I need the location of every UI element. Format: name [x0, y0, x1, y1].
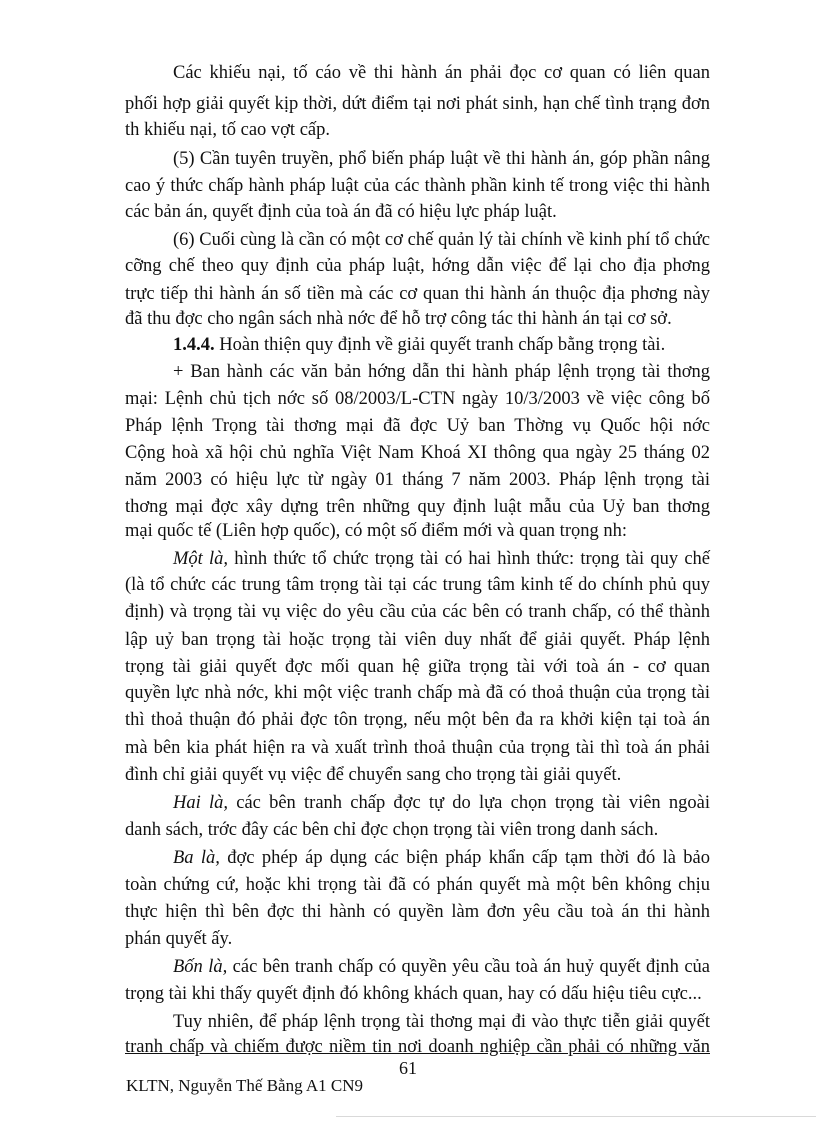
text-line: mại: Lệnh chủ tịch nớc số 08/2003/L-CTN ngày 10/3/2003 về việc công bố [125, 389, 710, 409]
text-line: đã thu đợc cho ngân sách nhà nớc để hỗ trợ công tác thi hành án tại cơ sở. [125, 309, 672, 329]
text-line: mà bên kia phát hiện ra và xuất trình thoả thuận của trọng tài thì toà án phải [125, 738, 710, 758]
text-line: lập uỷ ban trọng tài hoặc trọng tài viên duy nhất để giải quyết. Pháp lệnh [125, 630, 710, 650]
text-line: định) và trọng tài vụ việc do yêu cầu của các bên có tranh chấp, có thể thành [125, 602, 710, 622]
text-line: Bốn là, các bên tranh chấp có quyền yêu cầu toà án huỷ quyết định của [173, 957, 710, 977]
text-line: phán quyết ấy. [125, 929, 233, 949]
text-line: thơng mại đợc xây dựng trên những quy định luật mẫu của Uỷ ban thơng [125, 497, 710, 517]
footer-text: KLTN, Nguyễn Thế Bằng A1 CN9 [126, 1076, 364, 1095]
text-line: Hai là, các bên tranh chấp đợc tự do lựa chọn trọng tài viên ngoài [173, 793, 710, 813]
text-line: Tuy nhiên, để pháp lệnh trọng tài thơng mại đi vào thực tiễn giải quyết [173, 1012, 710, 1032]
text-line: thực hiện thì bên đợc thi hành có quyền làm đơn yêu cầu toà án thi hành [125, 902, 710, 922]
text-line: toàn chứng cứ, hoặc khi trọng tài đã có phán quyết mà một bên không chịu [125, 875, 710, 895]
text-line: trực tiếp thi hành án số tiền mà các cơ quan thi hành án thuộc địa phơng này [125, 284, 710, 304]
page-number: 61 [399, 1058, 417, 1078]
text-line: (5) Cần tuyên truyền, phổ biến pháp luật về thi hành án, góp phần nâng [173, 149, 710, 169]
page-edge-divider [336, 1116, 816, 1123]
text-line: cỡng chế theo quy định của pháp luật, hớng dẫn việc để lại cho địa phơng [125, 256, 710, 276]
text-line: (là tổ chức các trung tâm trọng tài tại các trung tâm kinh tế do chính phủ quy [125, 575, 710, 595]
section-title: Hoàn thiện quy định về giải quyết tranh chấp bằng trọng tài. [214, 335, 666, 355]
text-line: th khiếu nại, tố cao vợt cấp. [125, 120, 330, 140]
italic-lead: Hai là, [173, 793, 228, 813]
text-line: Các khiếu nại, tố cáo về thi hành án phải đọc cơ quan có liên quan [173, 63, 710, 83]
text-line: Ba là, đợc phép áp dụng các biện pháp khẩn cấp tạm thời đó là bảo [173, 848, 710, 868]
text-line: phối hợp giải quyết kịp thời, dứt điểm tại nơi phát sinh, hạn chế tình trạng đơn [125, 94, 710, 114]
section-heading [173, 334, 710, 356]
text-line: Cộng hoà xã hội chủ nghĩa Việt Nam Khoá XI thông qua ngày 25 tháng 02 [125, 443, 710, 463]
text-line: danh sách, trớc đây các bên chỉ đợc chọn trọng tài viên trong danh sách. [125, 820, 659, 840]
italic-lead: Ba là, [173, 848, 220, 868]
text-line: thì thoả thuận đó phải đợc tôn trọng, nếu một bên đa ra khởi kiện tại toà án [125, 710, 710, 730]
text-line: trọng tài khi thấy quyết định đó không khách quan, hay có dấu hiệu tiêu cực... [125, 984, 702, 1004]
text-line: năm 2003 có hiệu lực từ ngày 01 tháng 7 năm 2003. Pháp lệnh trọng tài [125, 470, 710, 490]
text-line: trọng tài giải quyết đợc mối quan hệ giữa trọng tài với toà án - cơ quan [125, 657, 710, 677]
italic-lead: Bốn là, [173, 957, 228, 977]
text-line: quyền lực nhà nớc, khi một việc tranh chấp mà đã có thoả thuận của trọng tài [125, 683, 710, 703]
text-line: cao ý thức chấp hành pháp luật của các thành phần kinh tế trong việc thi hành [125, 176, 710, 196]
text-line: tranh chấp và chiếm được niềm tin nơi doanh nghiệp cần phải có những văn [125, 1037, 710, 1057]
italic-lead: Một là, [173, 549, 229, 569]
text-line: đình chỉ giải quyết vụ việc để chuyển sang cho trọng tài giải quyết. [125, 765, 622, 785]
text-line: Pháp lệnh Trọng tài thơng mại đã đợc Uỷ ban Thờng vụ Quốc hội nớc [125, 416, 710, 436]
section-number: 1.4.4. [173, 335, 215, 355]
text-line: mại quốc tế (Liên hợp quốc), có một số điểm mới và quan trọng nh: [125, 521, 628, 541]
text-line: + Ban hành các văn bản hớng dẫn thi hành pháp lệnh trọng tài thơng [173, 362, 710, 382]
text-line: (6) Cuối cùng là cần có một cơ chế quản lý tài chính về kinh phí tổ chức [173, 230, 710, 250]
text-line: Một là, hình thức tổ chức trọng tài có hai hình thức: trọng tài quy chế [173, 549, 710, 569]
text-line: các bản án, quyết định của toà án đã có hiệu lực pháp luật. [125, 202, 557, 222]
